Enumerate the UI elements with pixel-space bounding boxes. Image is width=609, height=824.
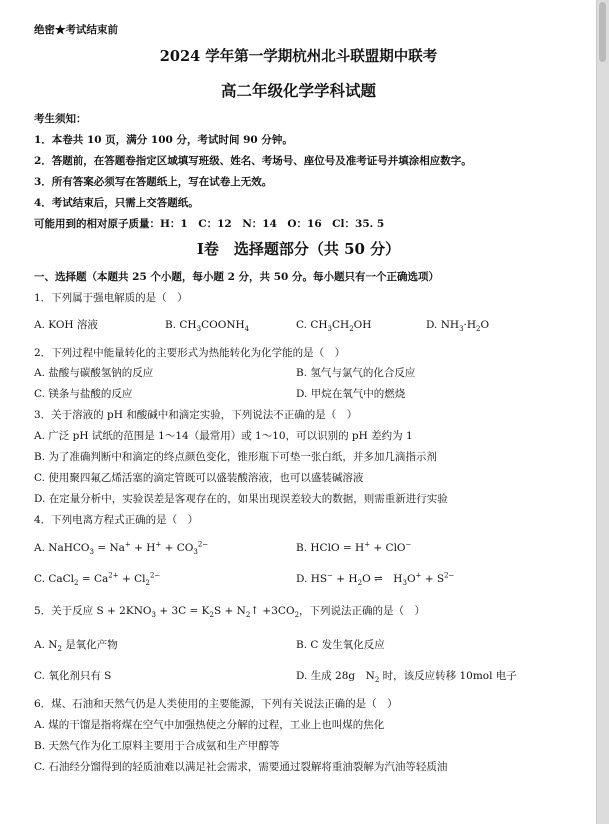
q5-option-a: A. $N_2$ 是氧化产物: [34, 639, 118, 654]
q3-option-a: A. 广泛 pH 试纸的范围是 1～14（最常用）或 1～10，可以识别的 pH 差约为 1: [34, 430, 413, 442]
question-4-stem: 4．下列电离方程式正确的是（ ）: [34, 514, 199, 526]
notice-item: 3．所有答案必须写在答题纸上，写在试卷上无效。: [34, 176, 273, 188]
q3-option-b: B. 为了准确判断中和滴定的终点颜色变化，锥形瓶下可垫一张白纸，并多加几滴指示剂: [34, 451, 437, 463]
q2-option-a: A. 盐酸与碳酸氢钠的反应: [34, 367, 154, 379]
q6-option-c: C. 石油经分馏得到的轻质油难以满足社会需求，需要通过裂解将重油裂解为汽油等轻质油: [34, 761, 448, 773]
exam-title: 2024 学年第一学期杭州北斗联盟期中联考: [159, 48, 438, 65]
q2-option-b: B. 氢气与氯气的化合反应: [296, 367, 416, 379]
q6-option-b: B. 天然气作为化工原料主要用于合成氨和生产甲醇等: [34, 740, 280, 752]
q1-option-c: C. $CH_3CH_2OH$: [296, 319, 372, 334]
q1-option-d: D. $NH_3\cdot H_2O$: [426, 319, 490, 334]
q3-option-c: C. 使用聚四氟乙烯活塞的滴定管既可以盛装酸溶液，也可以盛装碱溶液: [34, 472, 364, 484]
q6-option-a: A. 煤的干馏是指将煤在空气中加强热使之分解的过程，工业上也叫煤的焦化: [34, 719, 385, 731]
exam-subtitle: 高二年级化学学科试题: [220, 81, 376, 100]
question-1-stem: 1．下列属于强电解质的是（ ）: [34, 292, 188, 304]
q5-option-c: C. 氧化剂只有 S: [34, 670, 112, 682]
notice-heading: 考生须知：: [34, 113, 87, 125]
vertical-scrollbar[interactable]: [596, 0, 609, 824]
q5-option-d: D. 生成 28g $N_2$ 时，该反应转移 10mol 电子: [296, 670, 517, 685]
atomic-masses: 可能用到的相对原子质量：H：1 C：12 N：14 O：16 Cl：35. 5: [34, 218, 385, 230]
notice-item: 4．考试结束后，只需上交答题纸。: [34, 197, 199, 209]
q1-option-a: A. KOH 溶液: [34, 319, 98, 331]
q4-option-d: D. $HS^- + H_2O$ ⇌ $H_3O^+ + S^{2-}$: [296, 571, 455, 588]
q1-option-b: B. $CH_3COONH_4$: [165, 319, 250, 334]
q4-option-a: A. NaHCO$_3$ = $Na^+ + H^+ + CO_3^{2-}$: [34, 540, 209, 557]
q5-option-b: B. C 发生氧化反应: [296, 639, 385, 651]
q3-option-d: D. 在定量分析中，实验误差是客观存在的，如果出现误差较大的数据，则需重新进行实验: [34, 493, 448, 505]
q4-option-c: C. CaCl$_2$ = $Ca^{2+} + Cl_2^{2-}$: [34, 571, 161, 588]
question-2-stem: 2．下列过程中能量转化的主要形式为热能转化为化学能的是（ ）: [34, 347, 346, 359]
notice-item: 1．本卷共 10 页，满分 100 分，考试时间 90 分钟。: [34, 134, 293, 146]
scrollbar-thumb[interactable]: [599, 2, 606, 62]
question-5-stem: 5．关于反应 $S + 2KNO_3 + 3C = K_2S$ + $N_2↑ +3CO_2$，下列说法正确的是（ ）: [34, 605, 426, 620]
confidential-mark: 绝密★考试结束前: [34, 24, 118, 36]
q2-option-c: C. 镁条与盐酸的反应: [34, 388, 133, 400]
notice-item: 2．答题前，在答题卷指定区域填写班级、姓名、考场号、座位号及准考证号并填涂相应数字。: [34, 155, 472, 167]
q2-option-d: D. 甲烷在氧气中的燃烧: [296, 388, 406, 400]
q4-option-b: B. HClO = H+ + ClO−: [296, 540, 412, 554]
part-heading: 一、选择题（本题共 25 个小题，每小题 2 分，共 50 分。每小题只有一个正确选项）: [34, 271, 439, 283]
question-3-stem: 3．关于溶液的 pH 和酸碱中和滴定实验，下列说法不正确的是（ ）: [34, 409, 358, 421]
section-title: Ⅰ卷 选择题部分（共 50 分）: [196, 240, 401, 258]
question-6-stem: 6．煤、石油和天然气仍是人类使用的主要能源，下列有关说法正确的是（ ）: [34, 698, 398, 710]
